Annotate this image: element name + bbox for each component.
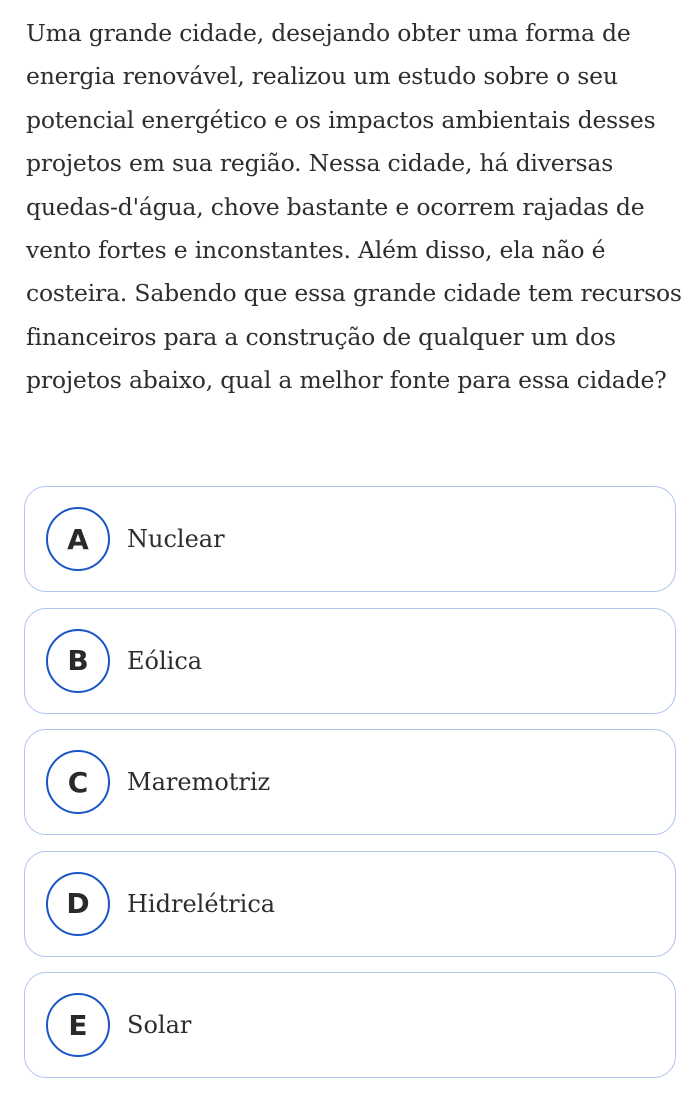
option-label-c: Maremotriz [127, 768, 271, 796]
option-letter-b: B [46, 629, 110, 693]
option-label-d: Hidrelétrica [127, 889, 276, 918]
option-letter-e: E [46, 993, 110, 1057]
answer-options [24, 486, 676, 1094]
option-b[interactable] [24, 608, 676, 714]
option-letter-a: A [46, 507, 110, 571]
option-letter-c: C [46, 750, 110, 814]
option-label-b: Eólica [127, 646, 203, 675]
option-d[interactable] [24, 851, 676, 957]
option-c[interactable] [24, 729, 676, 835]
option-label-a: Nuclear [127, 525, 225, 553]
option-a[interactable] [24, 486, 676, 592]
option-letter-d: D [46, 872, 110, 936]
option-e[interactable] [24, 972, 676, 1078]
question-text: Uma grande cidade, desejando obter uma forma de energia renovável, realizou um estudo sobre o seu potencial energético e os impactos ambientais desses projetos em sua região. Nessa cidade, há diversas quedas-d'água, chove bastante e ocorrem rajadas de vento fortes e inconstantes. Além disso, ela não é costeira. Sabendo que essa grande cidade tem recursos financeiros para a construção de qualquer um dos projetos abaixo, qual a melhor fonte para essa cidade? [26, 19, 682, 395]
option-label-e: Solar [127, 1011, 192, 1039]
